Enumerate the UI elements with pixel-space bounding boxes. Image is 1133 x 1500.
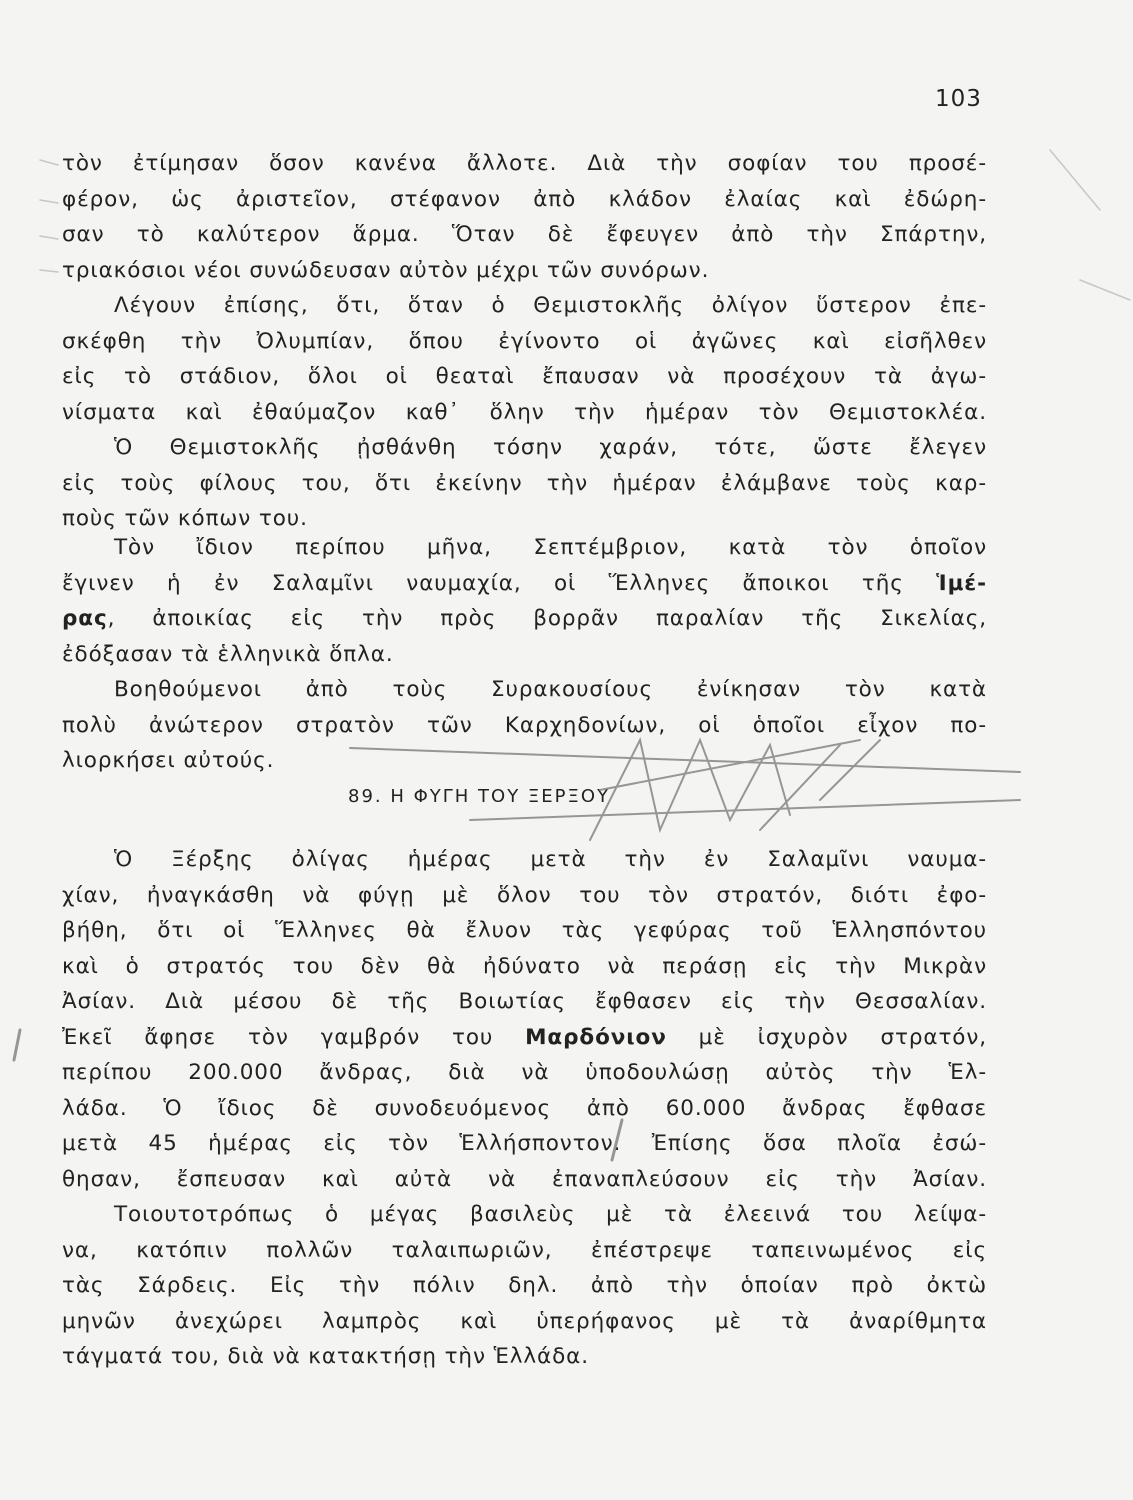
text-line <box>62 601 987 637</box>
text-line: να, κατόπιν πολλῶν ταλαιπωριῶν, ἐπέστρεψε ταπεινωμένος εἰς <box>62 1237 987 1263</box>
pencil-stroke <box>40 270 58 272</box>
text-span: μὲ ἰσχυρὸν στρατόν, <box>666 1024 987 1050</box>
page-number: 103 <box>935 86 982 112</box>
text-line: καὶ ὁ στρατός του δὲν θὰ ἠδύνατο νὰ περάσῃ εἰς τὴν Μικρὰν <box>62 953 987 979</box>
text-span: , ἀποικίας εἰς τὴν πρὸς βορρᾶν παραλίαν τῆς Σικελίας, <box>107 606 987 631</box>
text-line: τάγματά του, διὰ νὰ κατακτήσῃ τὴν Ἑλλάδα. <box>62 1344 589 1369</box>
text-line: θησαν, ἔσπευσαν καὶ αὐτὰ νὰ ἐπαναπλεύσουν εἰς τὴν Ἀσίαν. <box>62 1166 987 1192</box>
text-span: Ἐκεῖ ἄφησε τὸν γαμβρόν του <box>62 1024 526 1050</box>
paragraph-himera <box>62 530 987 672</box>
text-line <box>62 1020 987 1056</box>
pencil-stroke <box>14 1030 20 1060</box>
text-line: μετὰ 45 ἡμέρας εἰς τὸν Ἑλλήσποντον. Ἐπίσης ὅσα πλοῖα ἐσώ- <box>62 1131 987 1156</box>
text-line: σκέφθη τὴν Ὀλυμπίαν, ὅπου ἐγίνοντο οἱ ἀγῶνες καὶ εἰσῆλθεν <box>62 328 987 354</box>
text-line: τριακόσιοι νέοι συνώδευσαν αὐτὸν μέχρι τῶν συνόρων. <box>62 257 710 283</box>
text-line: εἰς τοὺς φίλους του, ὅτι ἐκείνην τὴν ἡμέραν ἐλάμβανε τοὺς καρ- <box>62 470 987 496</box>
paragraph-xerxes-flight <box>62 842 987 1197</box>
paragraph-return-sardis <box>62 1197 987 1375</box>
text-line: ἐδόξασαν τὰ ἑλληνικὰ ὅπλα. <box>62 641 394 667</box>
bold-term: Μαρδόνιον <box>525 1024 667 1050</box>
text-line: Βοηθούμενοι ἀπὸ τοὺς Συρακουσίους ἐνίκησαν τὸν κατὰ <box>114 677 987 702</box>
text-span: ἔγινεν ἡ ἐν Σαλαμῖνι ναυμαχία, οἱ Ἕλληνες ἄποικοι τῆς <box>62 570 937 596</box>
pencil-stroke <box>1080 280 1130 300</box>
pencil-stroke <box>40 236 58 239</box>
text-line: Τὸν ἴδιον περίπου μῆνα, Σεπτέμβριον, κατὰ τὸν ὁποῖον <box>114 535 987 560</box>
paragraph-carthaginians <box>62 672 987 779</box>
text-line: πολὺ ἀνώτερον στρατὸν τῶν Καρχηδονίων, οἱ ὁποῖοι εἶχον πο- <box>62 712 987 738</box>
text-line: Ὁ Θεμιστοκλῆς ᾐσθάνθη τόσην χαράν, τότε, ὥστε ἔλεγεν <box>114 435 987 460</box>
text-line: περίπου 200.000 ἄνδρας, διὰ νὰ ὑποδουλώσῃ αὐτὸς τὴν Ἑλ- <box>62 1060 987 1085</box>
text-line: τὸν ἐτίμησαν ὅσον κανένα ἄλλοτε. Διὰ τὴν σοφίαν του προσέ- <box>62 151 987 176</box>
text-line: λιορκήσει αὐτούς. <box>62 748 275 773</box>
text-line: Ὁ Ξέρξης ὀλίγας ἡμέρας μετὰ τὴν ἐν Σαλαμῖνι ναυμα- <box>114 847 987 872</box>
bold-term: Ἱμέ- <box>936 570 987 596</box>
text-line: τὰς Σάρδεις. Εἰς τὴν πόλιν δηλ. ἀπὸ τὴν ὁποίαν πρὸ ὀκτὼ <box>62 1273 987 1298</box>
text-line: Τοιουτοτρόπως ὁ μέγας βασιλεὺς μὲ τὰ ἐλεεινά του λείψα- <box>114 1202 987 1227</box>
text-line: Λέγουν ἐπίσης, ὅτι, ὅταν ὁ Θεμιστοκλῆς ὀλίγον ὕστερον ἐπε- <box>114 293 987 318</box>
pencil-stroke <box>40 160 58 165</box>
text-line <box>62 566 987 602</box>
text-line: βήθη, ὅτι οἱ Ἕλληνες θὰ ἔλυον τὰς γεφύρας τοῦ Ἑλλησπόντου <box>62 918 987 943</box>
paragraph-olympia <box>62 288 987 430</box>
text-line: σαν τὸ καλύτερον ἅρμα. Ὅταν δὲ ἔφευγεν ἀπὸ τὴν Σπάρτην, <box>62 222 987 247</box>
section-heading: 89. Η ΦΥΓΗ ΤΟΥ ΞΕΡΞΟΥ <box>348 786 611 807</box>
text-line: χίαν, ἠναγκάσθη νὰ φύγῃ μὲ ὅλον του τὸν στρατόν, διότι ἐφο- <box>62 882 987 908</box>
text-line: φέρον, ὡς ἀριστεῖον, στέφανον ἀπὸ κλάδον ἐλαίας καὶ ἐδώρη- <box>62 186 987 212</box>
text-line: λάδα. Ὁ ἴδιος δὲ συνοδευόμενος ἀπὸ 60.000 ἄνδρας ἔφθασε <box>62 1095 987 1121</box>
pencil-stroke <box>1050 150 1100 210</box>
bold-term: ρας <box>62 606 108 631</box>
pencil-stroke <box>40 200 58 203</box>
text-line: Ἀσίαν. Διὰ μέσου δὲ τῆς Βοιωτίας ἔφθασεν εἰς τὴν Θεσσαλίαν. <box>62 989 987 1014</box>
text-line: μηνῶν ἀνεχώρει λαμπρὸς καὶ ὑπερήφανος μὲ τὰ ἀναρίθμητα <box>62 1308 987 1334</box>
paragraph-themistocles-joy <box>62 430 987 537</box>
text-line: ποὺς τῶν κόπων του. <box>62 506 308 531</box>
text-line: νίσματα καὶ ἐθαύμαζον καθ᾽ ὅλην τὴν ἡμέραν τὸν Θεμιστοκλέα. <box>62 399 987 425</box>
paragraph-honors-sparta <box>62 146 987 288</box>
text-line: εἰς τὸ στάδιον, ὅλοι οἱ θεαταὶ ἔπαυσαν νὰ προσέχουν τὰ ἀγω- <box>62 364 987 389</box>
